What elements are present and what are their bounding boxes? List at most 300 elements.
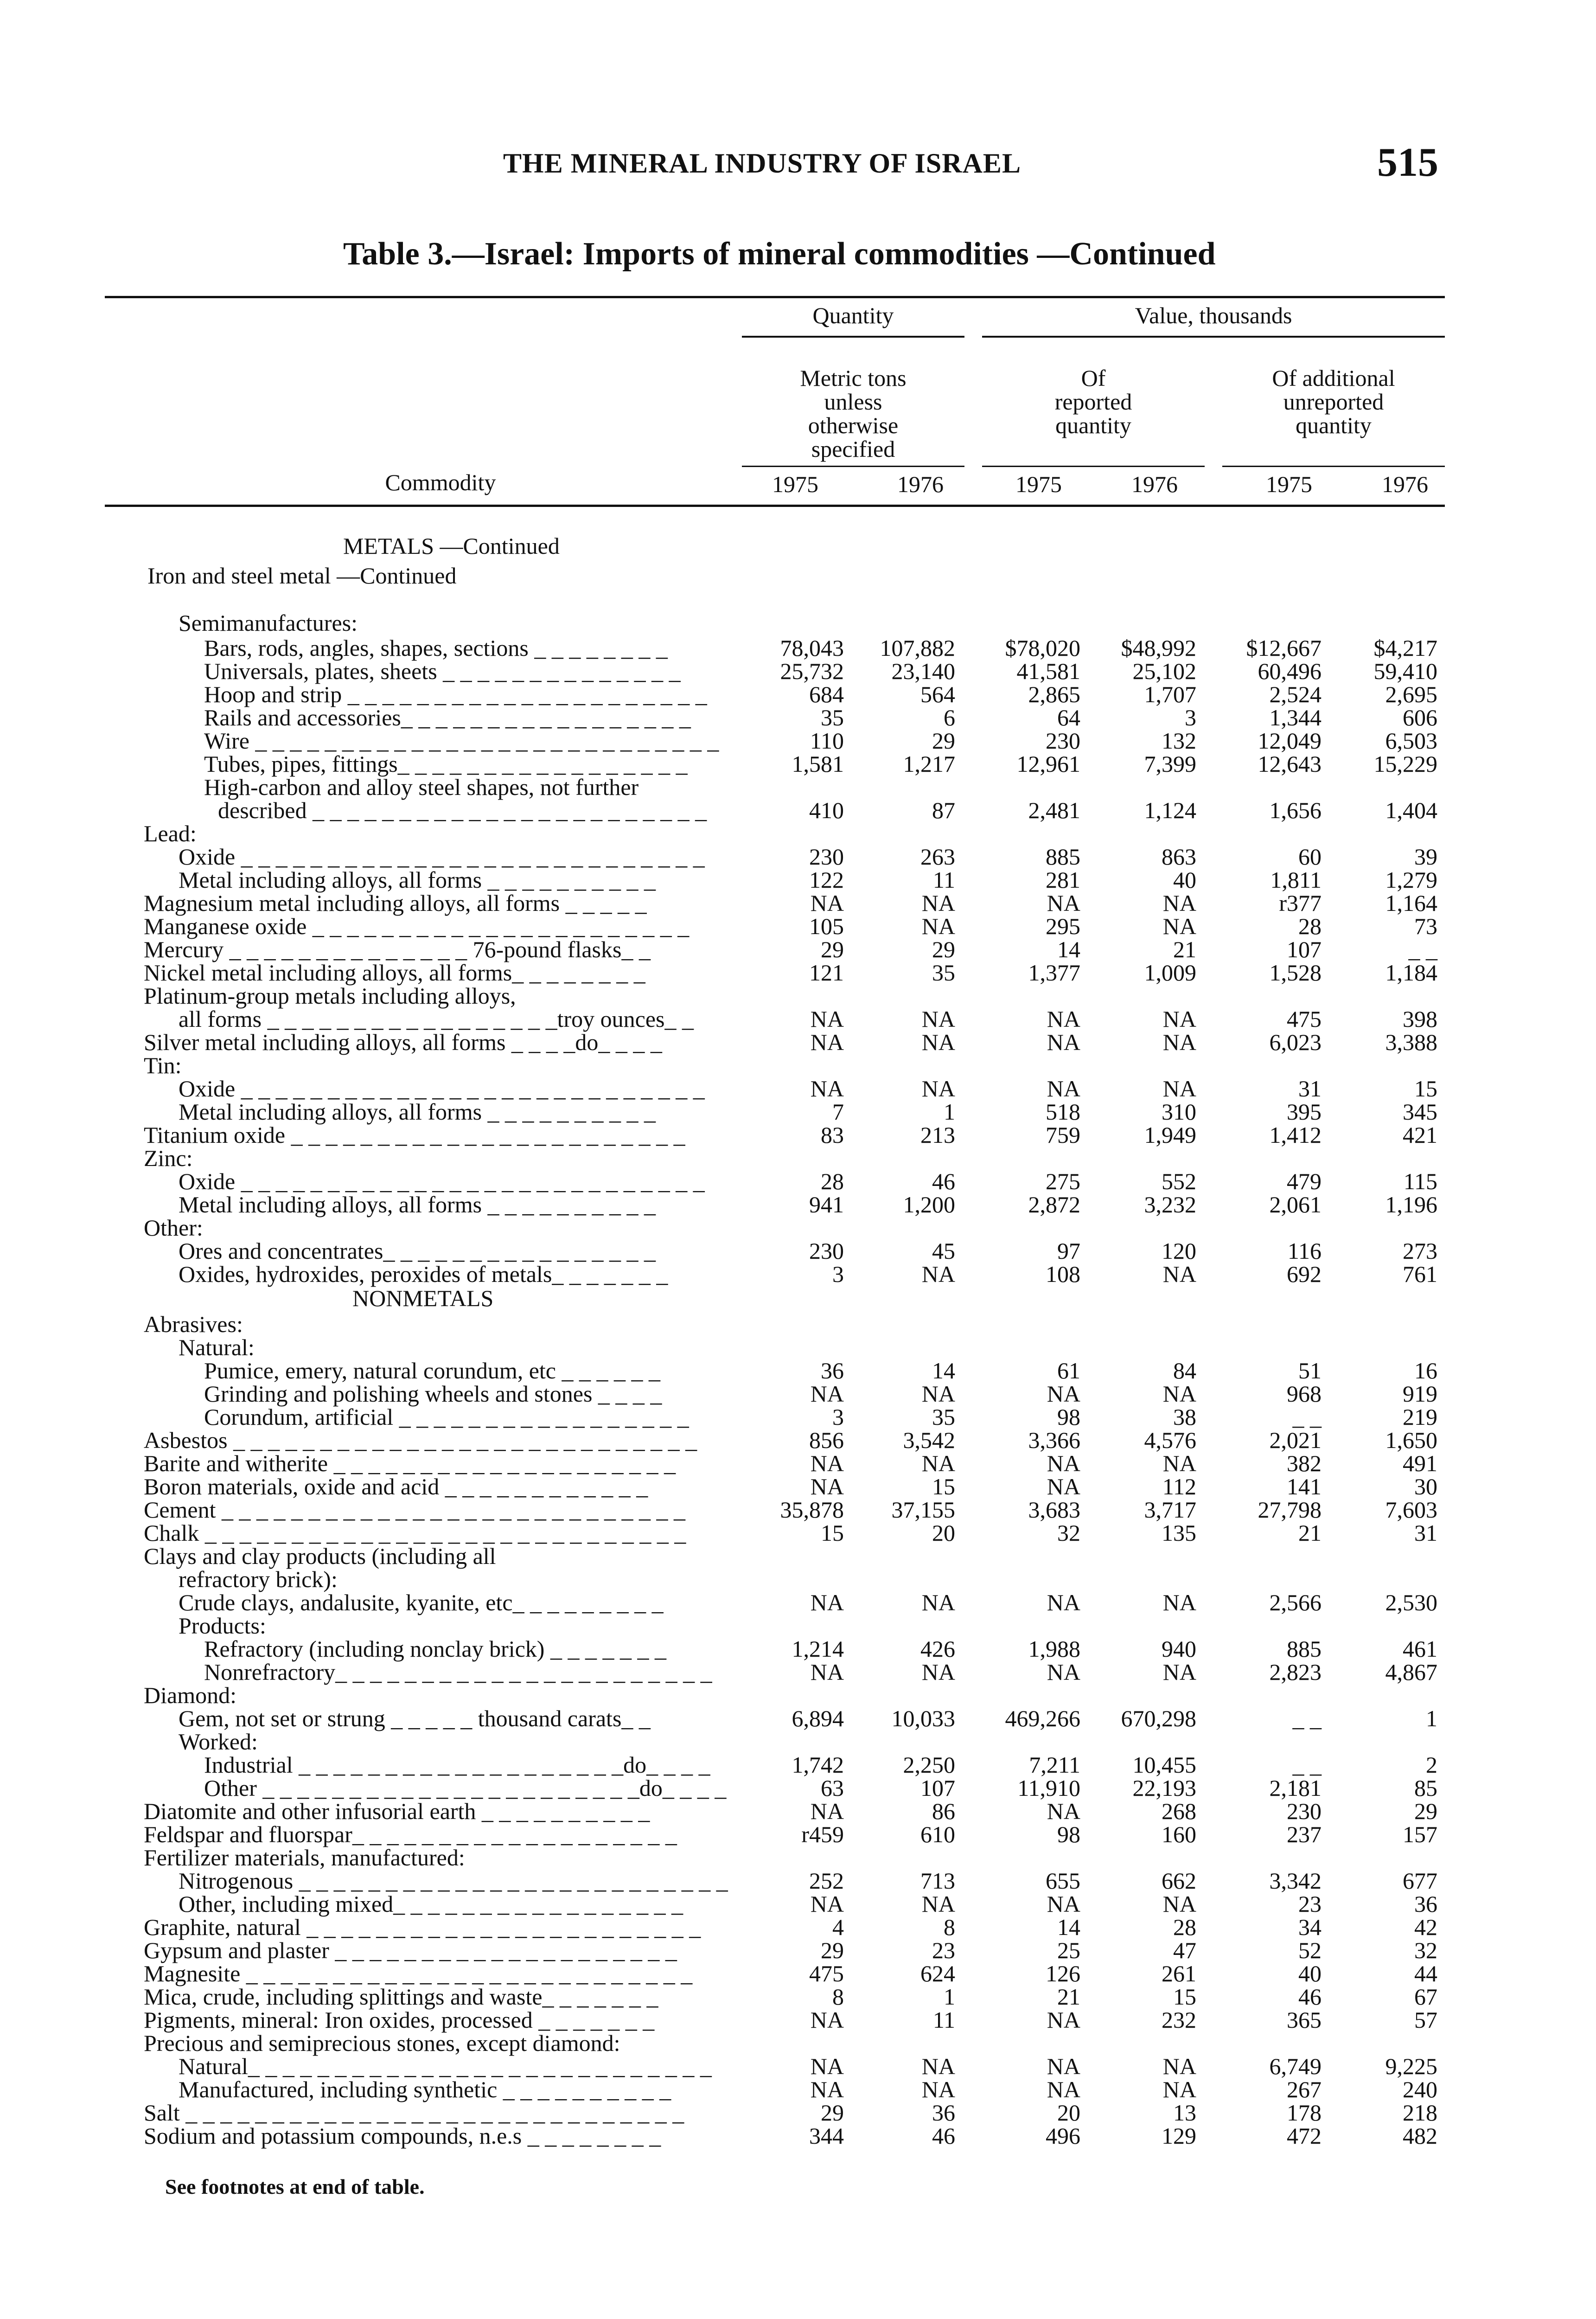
value-cell: 29 <box>821 1937 844 1963</box>
commodity-label: Bars, rods, angles, shapes, sections _ _ _ _ _ _ _ _ <box>204 635 668 661</box>
value-cell: 395 <box>1287 1099 1321 1125</box>
value-cell: 268 <box>1162 1798 1196 1824</box>
of-reported-header: Of reported quantity <box>1054 365 1132 438</box>
value-cell: 60 <box>1298 844 1321 870</box>
value-cell: 135 <box>1162 1520 1196 1546</box>
table-row <box>0 636 1596 660</box>
table-row <box>0 1892 1596 1915</box>
value-cell: 1,528 <box>1269 960 1321 986</box>
table-row <box>0 1869 1596 1892</box>
value-cell: 6 <box>944 705 955 730</box>
commodity-label: Magnesium metal including alloys, all forms _ _ _ _ _ <box>144 890 647 916</box>
commodity-label: Industrial _ _ _ _ _ _ _ _ _ _ _ _ _ _ _ _ _ _ _do_ _ _ _ <box>204 1752 710 1778</box>
value-cell: NA <box>810 1450 844 1476</box>
value-cell: 29 <box>821 936 844 962</box>
commodity-label: Oxide _ _ _ _ _ _ _ _ _ _ _ _ _ _ _ _ _ _ _ _ _ _ _ _ _ _ _ <box>179 1076 705 1102</box>
value-cell: 35,878 <box>780 1497 844 1523</box>
table-row <box>0 2031 1596 2055</box>
value-cell: NA <box>921 913 955 939</box>
value-cell: NA <box>1162 2053 1196 2079</box>
table-row <box>0 1077 1596 1100</box>
value-cell: r377 <box>1279 890 1321 916</box>
value-cell: 126 <box>1046 1960 1080 1986</box>
value-cell: NA <box>1162 890 1196 916</box>
value-cell: NA <box>810 1076 844 1102</box>
value-cell: 1,009 <box>1144 960 1196 986</box>
value-cell: 46 <box>1298 1984 1321 2010</box>
table-row <box>0 1054 1596 1077</box>
table-row <box>0 799 1596 822</box>
value-cell: 42 <box>1414 1914 1437 1940</box>
commodity-label: Tin: <box>144 1052 182 1078</box>
value-cell: 36 <box>932 2100 955 2126</box>
value-cell: NA <box>1047 1659 1080 1685</box>
section-heading-nonmetals: NONMETALS <box>352 1285 494 1311</box>
value-cell: 2,872 <box>1028 1192 1080 1217</box>
table-row <box>0 1007 1596 1031</box>
value-cell: 6,749 <box>1269 2053 1321 2079</box>
value-cell: 692 <box>1287 1261 1321 1287</box>
value-cell: 25,102 <box>1132 658 1196 684</box>
value-cell: 44 <box>1414 1960 1437 1986</box>
table-row <box>0 1100 1596 1123</box>
value-cell: 684 <box>809 681 844 707</box>
value-cell: 398 <box>1403 1006 1437 1032</box>
value-cell: 51 <box>1298 1358 1321 1384</box>
table-row <box>0 1216 1596 1239</box>
table-row <box>0 1147 1596 1170</box>
table-row <box>0 1823 1596 1846</box>
commodity-label: Oxides, hydroxides, peroxides of metals_ _ _ _ _ _ _ <box>179 1261 668 1287</box>
value-cell: NA <box>921 1076 955 1102</box>
table-row <box>0 1568 1596 1591</box>
value-cell: 3,542 <box>903 1427 955 1453</box>
table-row <box>0 2078 1596 2101</box>
value-cell: 160 <box>1162 1821 1196 1847</box>
commodity-label: Chalk _ _ _ _ _ _ _ _ _ _ _ _ _ _ _ _ _ _ _ _ _ _ _ _ _ _ _ _ <box>144 1520 686 1546</box>
value-group-rule <box>982 336 1445 338</box>
commodity-label: High-carbon and alloy steel shapes, not further <box>204 774 639 800</box>
commodity-label: Manufactured, including synthetic _ _ _ _ _ _ _ _ _ _ <box>179 2076 671 2102</box>
table-row <box>0 729 1596 752</box>
table-row <box>0 984 1596 1007</box>
subheader-rule-1 <box>742 466 964 467</box>
value-cell: 365 <box>1287 2007 1321 2033</box>
table-row <box>0 868 1596 891</box>
value-header: Value, thousands <box>1135 302 1292 328</box>
value-cell: 30 <box>1414 1473 1437 1499</box>
value-cell: 21 <box>1057 1984 1080 2010</box>
value-cell: 10,455 <box>1132 1752 1196 1778</box>
value-cell: $4,217 <box>1373 635 1437 661</box>
value-cell: 240 <box>1403 2076 1437 2102</box>
value-cell: 564 <box>920 681 955 707</box>
value-cell: NA <box>1162 913 1196 939</box>
value-cell: 61 <box>1057 1358 1080 1384</box>
commodity-label: Pigments, mineral: Iron oxides, processed _ _ _ _ _ _ _ <box>144 2007 655 2033</box>
table-row <box>0 961 1596 984</box>
value-cell: 29 <box>932 728 955 754</box>
value-cell: NA <box>1047 1029 1080 1055</box>
value-cell: 34 <box>1298 1914 1321 1940</box>
commodity-label: Universals, plates, sheets _ _ _ _ _ _ _ _ _ _ _ _ _ _ <box>204 658 681 684</box>
value-cell: 1,742 <box>792 1752 844 1778</box>
value-cell: 518 <box>1046 1099 1080 1125</box>
value-cell: NA <box>921 1589 955 1615</box>
value-cell: 919 <box>1403 1381 1437 1407</box>
value-cell: 7,603 <box>1385 1497 1437 1523</box>
value-cell: 2,250 <box>903 1752 955 1778</box>
value-cell: 2,823 <box>1269 1659 1321 1685</box>
value-cell: 11,910 <box>1017 1775 1080 1801</box>
commodity-label: Asbestos _ _ _ _ _ _ _ _ _ _ _ _ _ _ _ _ _ _ _ _ _ _ _ _ _ _ _ <box>144 1427 697 1453</box>
table-row <box>0 1170 1596 1193</box>
commodity-label: Nickel metal including alloys, all forms_ _ _ _ _ _ _ _ <box>144 960 645 986</box>
commodity-label: Rails and accessories_ _ _ _ _ _ _ _ _ _ _ _ _ _ _ _ _ <box>204 705 691 730</box>
table-row <box>0 1962 1596 1985</box>
value-cell: 52 <box>1298 1937 1321 1963</box>
commodity-label: refractory brick): <box>179 1566 338 1592</box>
value-cell: NA <box>1047 2076 1080 2102</box>
table-row <box>0 2101 1596 2124</box>
value-cell: 121 <box>809 960 844 986</box>
value-cell: 275 <box>1046 1168 1080 1194</box>
value-cell: 132 <box>1162 728 1196 754</box>
value-cell: 6,503 <box>1385 728 1437 754</box>
commodity-label: Feldspar and fluorspar_ _ _ _ _ _ _ _ _ _ _ _ _ _ _ _ _ _ _ <box>144 1821 677 1847</box>
table-row <box>0 1614 1596 1637</box>
commodity-label: Metal including alloys, all forms _ _ _ _ _ _ _ _ _ _ <box>179 1099 656 1125</box>
value-cell: 141 <box>1287 1473 1321 1499</box>
footnote: See footnotes at end of table. <box>165 2175 425 2198</box>
value-cell: 281 <box>1046 867 1080 893</box>
value-cell: 22,193 <box>1132 1775 1196 1801</box>
table-row <box>0 1429 1596 1452</box>
value-cell: $48,992 <box>1121 635 1196 661</box>
value-cell: NA <box>1047 1450 1080 1476</box>
year-header: 1976 <box>1131 471 1178 497</box>
value-cell: NA <box>810 1473 844 1499</box>
table-row <box>0 1031 1596 1054</box>
section-heading-iron-steel: Iron and steel metal —Continued <box>147 563 457 589</box>
value-cell: 14 <box>1057 1914 1080 1940</box>
value-cell: 115 <box>1403 1168 1437 1194</box>
commodity-label: Wire _ _ _ _ _ _ _ _ _ _ _ _ _ _ _ _ _ _ _ _ _ _ _ _ _ _ _ <box>204 728 719 754</box>
value-cell: 2,021 <box>1269 1427 1321 1453</box>
commodity-label: Abrasives: <box>144 1311 243 1337</box>
commodity-label: Lead: <box>144 820 197 846</box>
value-cell: NA <box>1162 1589 1196 1615</box>
value-cell: NA <box>1162 1891 1196 1917</box>
value-cell: 426 <box>920 1636 955 1662</box>
value-cell: 23 <box>1298 1891 1321 1917</box>
year-header: 1976 <box>897 471 944 497</box>
commodity-label: Corundum, artificial _ _ _ _ _ _ _ _ _ _ _ _ _ _ _ _ _ <box>204 1404 689 1430</box>
commodity-label: Ores and concentrates_ _ _ _ _ _ _ _ _ _ _ _ _ _ _ _ <box>179 1238 656 1264</box>
value-cell: 122 <box>809 867 844 893</box>
value-cell: 761 <box>1403 1261 1437 1287</box>
value-cell: 482 <box>1403 2123 1437 2149</box>
value-cell: NA <box>810 1798 844 1824</box>
value-cell: 1,124 <box>1144 797 1196 823</box>
commodity-label: Hoop and strip _ _ _ _ _ _ _ _ _ _ _ _ _ _ _ _ _ _ _ _ _ <box>204 681 707 707</box>
commodity-label: Grinding and polishing wheels and stones _ _ _ _ <box>204 1381 662 1407</box>
value-cell: 295 <box>1046 913 1080 939</box>
commodity-label: Natural: <box>179 1334 255 1360</box>
value-cell: 2,061 <box>1269 1192 1321 1217</box>
value-cell: 1 <box>944 1099 955 1125</box>
value-cell: NA <box>1162 1029 1196 1055</box>
value-cell: 29 <box>932 936 955 962</box>
value-cell: 47 <box>1173 1937 1196 1963</box>
value-cell: 6,023 <box>1269 1029 1321 1055</box>
value-cell: 1,656 <box>1269 797 1321 823</box>
commodity-label: Pumice, emery, natural corundum, etc _ _ _ _ _ _ <box>204 1358 660 1384</box>
value-cell: 472 <box>1287 2123 1321 2149</box>
table-row <box>0 1730 1596 1753</box>
commodity-label: Zinc: <box>144 1145 193 1171</box>
value-cell: 2 <box>1426 1752 1437 1778</box>
table-row <box>0 822 1596 845</box>
value-cell: 178 <box>1287 2100 1321 2126</box>
commodity-label: all forms _ _ _ _ _ _ _ _ _ _ _ _ _ _ _ _ _troy ounces_ _ <box>179 1006 694 1032</box>
value-cell: 110 <box>810 728 844 754</box>
value-cell: NA <box>810 1891 844 1917</box>
value-cell: 7,211 <box>1029 1752 1080 1778</box>
running-head: THE MINERAL INDUSTRY OF ISRAEL <box>503 148 1021 179</box>
value-cell: 856 <box>809 1427 844 1453</box>
value-cell: 670,298 <box>1121 1705 1196 1731</box>
value-cell: 84 <box>1173 1358 1196 1384</box>
value-cell: 475 <box>809 1960 844 1986</box>
table-row <box>0 1382 1596 1405</box>
value-cell: 1,214 <box>792 1636 844 1662</box>
value-cell: 1,949 <box>1144 1122 1196 1148</box>
value-cell: 1,164 <box>1385 890 1437 916</box>
table-row <box>0 1660 1596 1684</box>
table-row <box>0 1123 1596 1147</box>
table-row <box>0 1637 1596 1660</box>
value-cell: 27,798 <box>1258 1497 1321 1523</box>
value-cell: 3,232 <box>1144 1192 1196 1217</box>
value-cell: 36 <box>1414 1891 1437 1917</box>
value-cell: 1,988 <box>1028 1636 1080 1662</box>
value-cell: 29 <box>1414 1798 1437 1824</box>
value-cell: 230 <box>1046 728 1080 754</box>
value-cell: 107 <box>920 1775 955 1801</box>
value-cell: 230 <box>809 1238 844 1264</box>
commodity-label: Titanium oxide _ _ _ _ _ _ _ _ _ _ _ _ _ _ _ _ _ _ _ _ _ _ _ <box>144 1122 685 1148</box>
value-cell: 479 <box>1287 1168 1321 1194</box>
value-cell: 8 <box>832 1984 844 2010</box>
quantity-header: Quantity <box>812 302 894 328</box>
table-row <box>0 891 1596 915</box>
value-cell: 2,181 <box>1269 1775 1321 1801</box>
value-cell: NA <box>810 1006 844 1032</box>
value-cell: 59,410 <box>1373 658 1437 684</box>
commodity-label: Products: <box>179 1613 266 1639</box>
value-cell: 78,043 <box>780 635 844 661</box>
value-cell: 31 <box>1414 1520 1437 1546</box>
table-row <box>0 1336 1596 1359</box>
table-row <box>0 1544 1596 1568</box>
value-cell: 97 <box>1057 1238 1080 1264</box>
value-cell: 1,184 <box>1385 960 1437 986</box>
value-cell: 3,342 <box>1269 1868 1321 1894</box>
value-cell: NA <box>810 890 844 916</box>
commodity-label: Precious and semiprecious stones, except diamond: <box>144 2030 620 2056</box>
value-cell: NA <box>810 1381 844 1407</box>
value-cell: 1,811 <box>1270 867 1321 893</box>
value-cell: 267 <box>1287 2076 1321 2102</box>
value-cell: 25,732 <box>780 658 844 684</box>
value-cell: 1,344 <box>1269 705 1321 730</box>
quantity-group-rule <box>742 336 964 338</box>
value-cell: _ _ <box>1292 1752 1321 1778</box>
value-cell: 968 <box>1287 1381 1321 1407</box>
value-cell: 382 <box>1287 1450 1321 1476</box>
value-cell: 32 <box>1057 1520 1080 1546</box>
value-cell: NA <box>921 1450 955 1476</box>
of-additional-header: Of additional unreported quantity <box>1272 365 1395 438</box>
value-cell: 32 <box>1414 1937 1437 1963</box>
value-cell: 461 <box>1403 1636 1437 1662</box>
value-cell: 14 <box>1057 936 1080 962</box>
value-cell: 1,412 <box>1269 1122 1321 1148</box>
value-cell: 129 <box>1162 2123 1196 2149</box>
value-cell: 8 <box>944 1914 955 1940</box>
value-cell: 261 <box>1162 1960 1196 1986</box>
value-cell: 1,200 <box>903 1192 955 1217</box>
metric-tons-header: Metric tons unless otherwise specified <box>800 365 907 462</box>
value-cell: NA <box>921 2053 955 2079</box>
value-cell: 713 <box>920 1868 955 1894</box>
subheader-rule-2 <box>982 466 1205 467</box>
table-row <box>0 1915 1596 1939</box>
value-cell: 885 <box>1287 1636 1321 1662</box>
commodity-label: Sodium and potassium compounds, n.e.s _ _ _ _ _ _ _ _ <box>144 2123 661 2149</box>
value-cell: 29 <box>821 2100 844 2126</box>
value-cell: 1,377 <box>1028 960 1080 986</box>
value-cell: 38 <box>1173 1404 1196 1430</box>
value-cell: 3,366 <box>1028 1427 1080 1453</box>
value-cell: NA <box>921 2076 955 2102</box>
value-cell: NA <box>1162 1659 1196 1685</box>
commodity-label: Metal including alloys, all forms _ _ _ _ _ _ _ _ _ _ <box>179 1192 656 1217</box>
value-cell: 37,155 <box>891 1497 955 1523</box>
value-cell: 3 <box>832 1404 844 1430</box>
value-cell: 41,581 <box>1016 658 1080 684</box>
table-row <box>0 2055 1596 2078</box>
commodity-label: Worked: <box>179 1729 258 1755</box>
value-cell: 230 <box>1287 1798 1321 1824</box>
commodity-label: Other, including mixed_ _ _ _ _ _ _ _ _ _ _ _ _ _ _ _ _ <box>179 1891 683 1917</box>
value-cell: NA <box>921 1029 955 1055</box>
value-cell: $78,020 <box>1005 635 1080 661</box>
value-cell: NA <box>1047 890 1080 916</box>
commodity-label: Fertilizer materials, manufactured: <box>144 1845 465 1871</box>
value-cell: 25 <box>1057 1937 1080 1963</box>
value-cell: 345 <box>1403 1099 1437 1125</box>
value-cell: 3,717 <box>1144 1497 1196 1523</box>
table-row <box>0 1939 1596 1962</box>
value-cell: NA <box>1047 2053 1080 2079</box>
value-cell: 112 <box>1162 1473 1196 1499</box>
value-cell: 213 <box>920 1122 955 1148</box>
value-cell: 237 <box>1287 1821 1321 1847</box>
table-row <box>0 1846 1596 1869</box>
value-cell: NA <box>1047 1006 1080 1032</box>
table-row <box>0 1753 1596 1776</box>
table-row <box>0 775 1596 799</box>
value-cell: 2,481 <box>1028 797 1080 823</box>
value-cell: 46 <box>932 2123 955 2149</box>
value-cell: 40 <box>1298 1960 1321 1986</box>
value-cell: 662 <box>1162 1868 1196 1894</box>
value-cell: 677 <box>1403 1868 1437 1894</box>
value-cell: 230 <box>809 844 844 870</box>
value-cell: _ _ <box>1292 1404 1321 1430</box>
value-cell: NA <box>1047 1381 1080 1407</box>
value-cell: NA <box>810 1659 844 1685</box>
value-cell: NA <box>1047 1473 1080 1499</box>
table-row <box>0 660 1596 683</box>
value-cell: 12,961 <box>1016 751 1080 777</box>
value-cell: 85 <box>1414 1775 1437 1801</box>
value-cell: 21 <box>1173 936 1196 962</box>
value-cell: NA <box>921 890 955 916</box>
value-cell: 9,225 <box>1385 2053 1437 2079</box>
value-cell: 421 <box>1403 1122 1437 1148</box>
table-row <box>0 1262 1596 1286</box>
commodity-label: Metal including alloys, all forms _ _ _ _ _ _ _ _ _ _ <box>179 867 656 893</box>
value-cell: 941 <box>809 1192 844 1217</box>
value-cell: NA <box>921 1381 955 1407</box>
commodity-label: Mercury _ _ _ _ _ _ _ _ _ _ _ _ _ _ 76-pound flasks_ _ <box>144 936 651 962</box>
commodity-label: Gypsum and plaster _ _ _ _ _ _ _ _ _ _ _ _ _ _ _ _ _ _ _ _ <box>144 1937 677 1963</box>
value-cell: 63 <box>821 1775 844 1801</box>
value-cell: 35 <box>821 705 844 730</box>
value-cell: 21 <box>1298 1520 1321 1546</box>
commodity-label: Mica, crude, including splittings and waste_ _ _ _ _ _ _ <box>144 1984 658 2010</box>
header-bottom-rule <box>105 505 1445 507</box>
value-cell: 67 <box>1414 1984 1437 2010</box>
value-cell: NA <box>1047 1589 1080 1615</box>
table-row <box>0 2124 1596 2147</box>
value-cell: 60,496 <box>1258 658 1321 684</box>
value-cell: 552 <box>1162 1168 1196 1194</box>
value-cell: 107,882 <box>880 635 955 661</box>
value-cell: 410 <box>809 797 844 823</box>
table-row <box>0 1591 1596 1614</box>
value-cell: 1 <box>944 1984 955 2010</box>
value-cell: 98 <box>1057 1404 1080 1430</box>
value-cell: 46 <box>932 1168 955 1194</box>
value-cell: 606 <box>1403 705 1437 730</box>
value-cell: 759 <box>1046 1122 1080 1148</box>
value-cell: 116 <box>1287 1238 1321 1264</box>
year-header: 1975 <box>772 471 818 497</box>
commodity-label: Cement _ _ _ _ _ _ _ _ _ _ _ _ _ _ _ _ _ _ _ _ _ _ _ _ _ _ _ <box>144 1497 686 1523</box>
value-cell: 1,217 <box>903 751 955 777</box>
value-cell: 36 <box>821 1358 844 1384</box>
table-row <box>0 1707 1596 1730</box>
commodity-label: Magnesite _ _ _ _ _ _ _ _ _ _ _ _ _ _ _ _ _ _ _ _ _ _ _ _ _ _ <box>144 1960 693 1986</box>
table-row <box>0 706 1596 729</box>
commodity-label: Oxide _ _ _ _ _ _ _ _ _ _ _ _ _ _ _ _ _ _ _ _ _ _ _ _ _ _ _ <box>179 1168 705 1194</box>
value-cell: 252 <box>809 1868 844 1894</box>
table-row <box>0 1684 1596 1707</box>
